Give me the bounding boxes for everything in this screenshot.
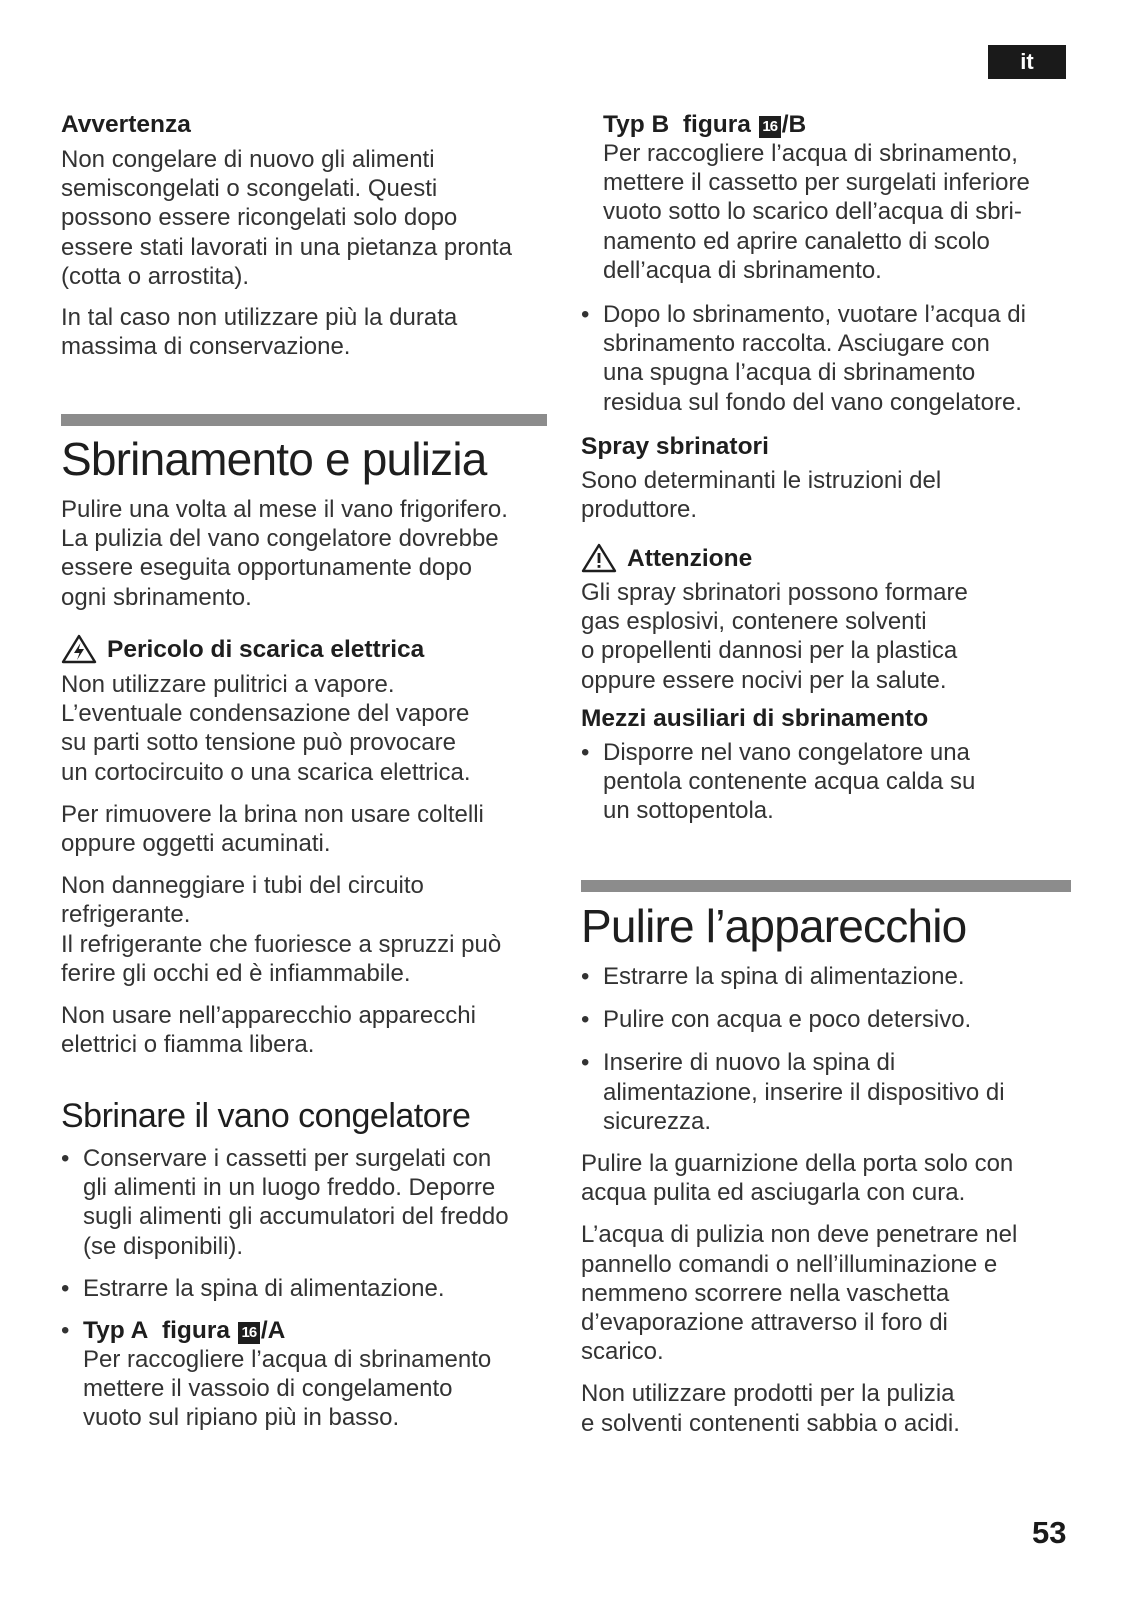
list-item: • Pulire con acqua e poco detersivo. bbox=[581, 1005, 1071, 1034]
page-number: 53 bbox=[1032, 1515, 1067, 1550]
section-sbrinare bbox=[61, 1096, 547, 1433]
section-intro: Pulire una volta al mese il vano frigorifero. La pulizia del vano congelatore dovrebbe essere eseguita opportunamente dopo ogni sbrinamento. bbox=[61, 496, 508, 611]
avvertenza-block bbox=[61, 110, 547, 361]
typ-a-heading: • Typ A figura 16 /A bbox=[83, 1317, 286, 1345]
spray-text: Sono determinanti le istruzioni del produttore. bbox=[581, 467, 942, 524]
typ-b-text: Per raccogliere l’acqua di sbrinamento, mettere il cassetto per surgelati inferiore vuoto sotto lo scarico dell’acqua di sbri- namento ed aprire canaletto di scolo dell’acqua di sbrinamento. bbox=[603, 140, 1030, 284]
attenzione-text: Gli spray sbrinatori possono formare gas esplosivi, contenere solventi o propellenti dannosi per la plastica oppure essere nocivi per la salute. bbox=[581, 579, 968, 694]
list-item: • Disporre nel vano congelatore una pentola contenente acqua calda su un sottopentola. bbox=[581, 738, 1071, 826]
attenzione-heading bbox=[581, 543, 1071, 573]
list-item: • Estrarre la spina di alimentazione. bbox=[581, 962, 1071, 991]
attenzione-block bbox=[581, 543, 1071, 695]
section-divider bbox=[61, 414, 547, 426]
dopo-block bbox=[581, 300, 1071, 417]
pulire-text-1: Pulire la guarnizione della porta solo con acqua pulita ed asciugarla con cura. bbox=[581, 1150, 1014, 1207]
spray-title: Spray sbrinatori bbox=[581, 433, 769, 460]
danger-text-1: Non utilizzare pulitrici a vapore. L’eventuale condensazione del vapore su parti sotto tensione può provocare un cortocircuito o una scarica elettrica. bbox=[61, 671, 471, 786]
section-title: Pulire l’apparecchio bbox=[581, 900, 967, 952]
pulire-text-2: L’acqua di pulizia non deve penetrare nel pannello comandi o nell’illuminazione e nemmeno scorrere nella vaschetta d’evaporazione attraverso il foro di scarico. bbox=[581, 1221, 1018, 1366]
warning-icon bbox=[581, 543, 617, 573]
danger-heading bbox=[61, 634, 547, 664]
figure-number-badge: 16 bbox=[759, 116, 781, 138]
danger-text-3: Non danneggiare i tubi del circuito refrigerante. Il refrigerante che fuoriesce a spruzzi può ferire gli occhi ed è infiammabile. bbox=[61, 872, 502, 987]
list-item: • Dopo lo sbrinamento, vuotare l’acqua di sbrinamento raccolta. Asciugare con una spugna l’acqua di sbrinamento residua sul fondo del vano congelatore. bbox=[581, 300, 1071, 417]
mezzi-block bbox=[581, 704, 1071, 826]
list-item: • Estrarre la spina di alimentazione. bbox=[61, 1274, 547, 1303]
avvertenza-text: Non congelare di nuovo gli alimenti semiscongelati o scongelati. Questi possono essere ricongelati solo dopo essere stati lavorati in una pietanza pronta (cotta o arrostita). bbox=[61, 146, 512, 290]
spray-block bbox=[581, 432, 1071, 524]
danger-title: Pericolo di scarica elettrica bbox=[107, 635, 425, 663]
danger-text-2: Per rimuovere la brina non usare coltelli oppure oggetti acuminati. bbox=[61, 800, 484, 858]
figure-number-badge: 16 bbox=[238, 1322, 260, 1344]
list-item: • Inserire di nuovo la spina di alimentazione, inserire il dispositivo di sicurezza. bbox=[581, 1048, 1071, 1136]
attenzione-title: Attenzione bbox=[627, 544, 753, 572]
electric-hazard-icon bbox=[61, 634, 97, 664]
section-sbrinamento bbox=[61, 433, 547, 612]
avvertenza-text-2: In tal caso non utilizzare più la durata massima di conservazione. bbox=[61, 304, 458, 361]
danger-text-4: Non usare nell’apparecchio apparecchi elettrici o fiamma libera. bbox=[61, 1002, 476, 1059]
avvertenza-title: Avvertenza bbox=[61, 111, 191, 138]
typ-b-block bbox=[581, 110, 1071, 285]
pulire-text-3: Non utilizzare prodotti per la pulizia e solventi contenenti sabbia o acidi. bbox=[581, 1380, 960, 1437]
danger-block bbox=[61, 634, 547, 1059]
list-item-typ-a: • Typ A figura 16 /A Per raccogliere l’acqua di sbrinamento mettere il vassoio di congelamento vuoto sul ripiano più in basso. bbox=[61, 1316, 547, 1433]
section-title: Sbrinamento e pulizia bbox=[61, 433, 487, 485]
section-pulire bbox=[581, 900, 1071, 1438]
mezzi-title: Mezzi ausiliari di sbrinamento bbox=[581, 705, 929, 732]
section-divider bbox=[581, 880, 1071, 892]
subsection-title: Sbrinare il vano congelatore bbox=[61, 1097, 471, 1135]
typ-b-heading: Typ B figura 16 /B bbox=[603, 111, 807, 138]
list-item: • Conservare i cassetti per surgelati con gli alimenti in un luogo freddo. Deporre sugli alimenti gli accumulatori del freddo (se disponibili). bbox=[61, 1144, 547, 1261]
language-tab: it bbox=[988, 45, 1066, 79]
